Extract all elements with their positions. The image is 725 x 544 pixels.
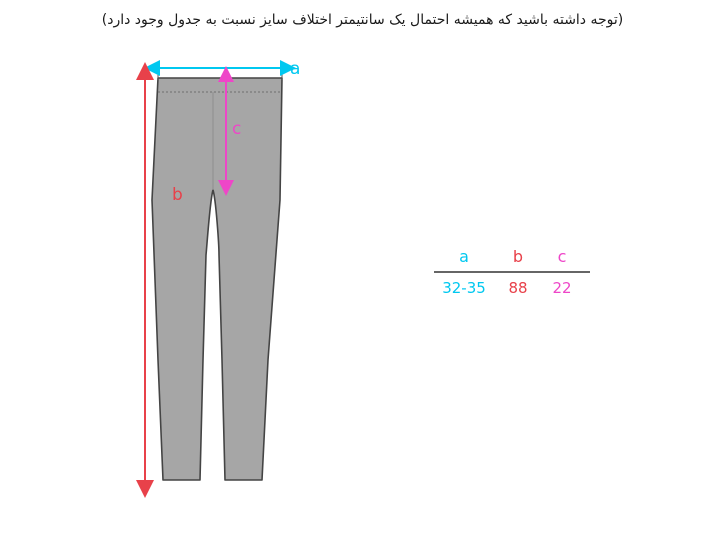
- table-row: [442, 279, 571, 297]
- measure-c-label: c: [232, 119, 242, 139]
- table-header-c: c: [557, 247, 567, 266]
- table-cell-b: 88: [508, 279, 528, 297]
- leggings-illustration: [152, 78, 282, 480]
- table-cell-a: 32-35: [442, 279, 486, 297]
- measure-a-label: a: [290, 59, 301, 79]
- size-table: [434, 247, 590, 297]
- size-note-text: (توجه داشته باشید که همیشه احتمال یک سانتیمتر اختلاف سایز نسبت به جدول وجود دارد): [101, 12, 624, 28]
- table-header-b: b: [512, 247, 524, 266]
- measure-b-label: b: [172, 185, 183, 205]
- table-cell-c: 22: [552, 279, 572, 297]
- table-header-a: a: [459, 247, 469, 266]
